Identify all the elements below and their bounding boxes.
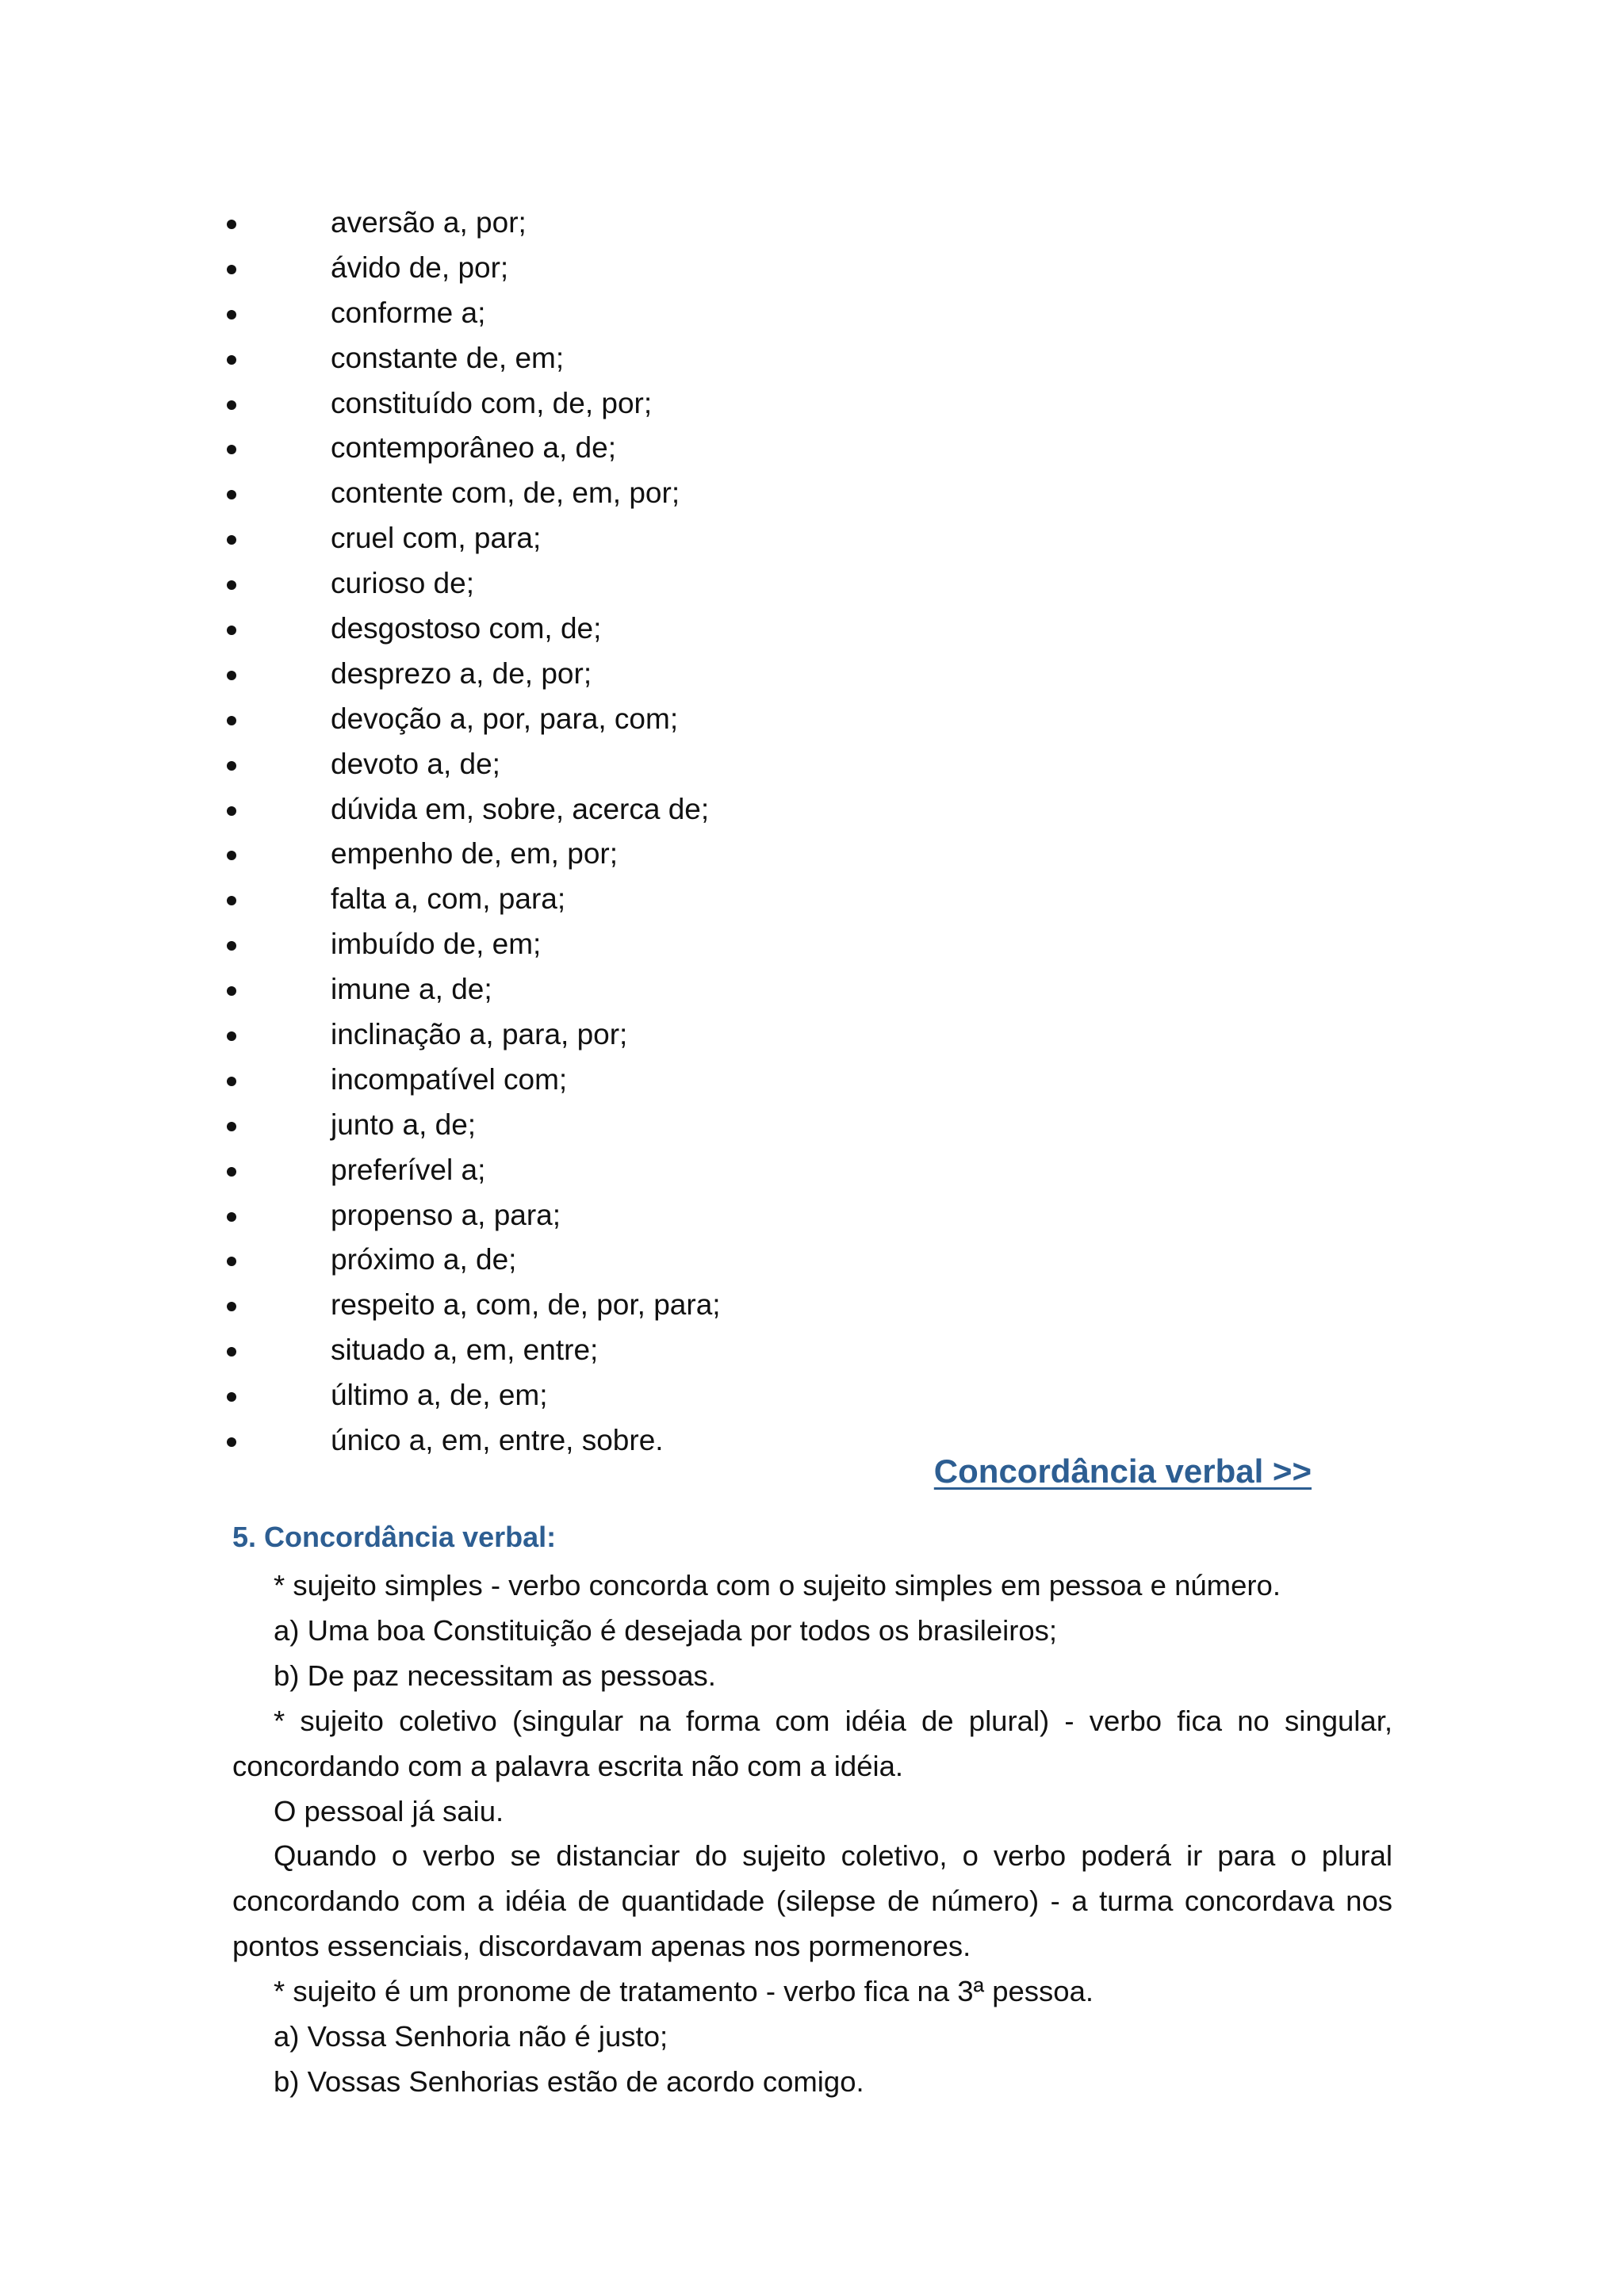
list-item-text: desprezo a, de, por; <box>331 656 592 690</box>
list-item-text: devoção a, por, para, com; <box>331 702 679 735</box>
next-section-link[interactable]: Concordância verbal >> <box>933 1452 1312 1490</box>
list-item-text: respeito a, com, de, por, para; <box>331 1288 721 1322</box>
list-item-text: único a, em, entre, sobre. <box>331 1424 664 1457</box>
section-heading: 5. Concordância verbal: <box>232 1521 557 1553</box>
bullet-icon <box>227 490 236 499</box>
bullet-icon <box>227 355 236 365</box>
list-item-text: constituído com, de, por; <box>331 386 653 419</box>
list-item-text: dúvida em, sobre, acerca de; <box>331 792 710 825</box>
list-item-text: propenso a, para; <box>331 1198 561 1231</box>
paragraph: Quando o verbo se distanciar do sujeito coletivo, o verbo poderá ir para o plural concordando com a idéia de quantidade (silepse de número) - a turma concordava nos pontos essenciais, discordavam apenas nos pormenores. <box>232 1839 1392 1963</box>
paragraph: * sujeito simples - verbo concorda com o sujeito simples em pessoa e número. <box>274 1569 1281 1601</box>
paragraph: b) De paz necessitam as pessoas. <box>274 1659 716 1692</box>
list-item-text: situado a, em, entre; <box>331 1334 599 1367</box>
bullet-icon <box>227 671 236 680</box>
bullet-icon <box>227 1031 236 1041</box>
list-item-text: ávido de, por; <box>331 251 509 284</box>
bullet-icon <box>227 1257 236 1266</box>
list-item-text: preferível a; <box>331 1153 486 1186</box>
bullet-icon <box>227 265 236 274</box>
bullet-icon <box>227 535 236 545</box>
list-item-text: falta a, com, para; <box>331 882 566 916</box>
bullet-icon <box>227 1167 236 1177</box>
bullet-icon <box>227 220 236 229</box>
list-item-text: curioso de; <box>331 567 474 600</box>
bullet-icon <box>227 310 236 320</box>
bullet-icon <box>227 851 236 860</box>
bullet-icon <box>227 580 236 590</box>
bullet-icon <box>227 896 236 905</box>
list-item-text: cruel com, para; <box>331 522 542 555</box>
bullet-icon <box>227 716 236 725</box>
bullet-icon <box>227 761 236 771</box>
bullet-icon <box>227 1347 236 1357</box>
paragraph: * sujeito coletivo (singular na forma com idéia de plural) - verbo fica no singular, concordando com a palavra escrita não com a idéia. <box>232 1704 1392 1782</box>
list-item-text: junto a, de; <box>331 1108 477 1141</box>
list-item-text: inclinação a, para, por; <box>331 1018 628 1051</box>
paragraph: O pessoal já saiu. <box>274 1794 504 1827</box>
bullet-icon <box>227 626 236 635</box>
bullet-icon <box>227 941 236 951</box>
list-item-text: último a, de, em; <box>331 1379 548 1412</box>
bullet-icon <box>227 1392 236 1402</box>
bullet-icon <box>227 1212 236 1222</box>
bullet-icon <box>227 445 236 454</box>
list-item-text: contente com, de, em, por; <box>331 476 680 510</box>
list-item-text: incompatível com; <box>331 1062 568 1096</box>
list-item-text: desgostoso com, de; <box>331 612 602 645</box>
list-item-text: contemporâneo a, de; <box>331 431 616 465</box>
bullet-icon <box>227 1077 236 1086</box>
section-body <box>232 1563 1392 2105</box>
paragraph: * sujeito é um pronome de tratamento - verbo fica na 3ª pessoa. <box>274 1975 1094 2008</box>
list-item-text: aversão a, por; <box>331 206 527 239</box>
list-item-text: imbuído de, em; <box>331 928 542 961</box>
list-item-text: próximo a, de; <box>331 1243 517 1276</box>
list-item-text: devoto a, de; <box>331 747 500 780</box>
bullet-icon <box>227 806 236 816</box>
list-item-text: imune a, de; <box>331 973 492 1006</box>
paragraph: b) Vossas Senhorias estão de acordo comigo. <box>274 2064 864 2098</box>
bullet-icon <box>227 1122 236 1131</box>
bullet-icon <box>227 1302 236 1311</box>
list-item-text: conforme a; <box>331 296 486 329</box>
paragraph: a) Uma boa Constituição é desejada por todos os brasileiros; <box>274 1613 1058 1647</box>
bullet-icon <box>227 986 236 996</box>
list-item-text: empenho de, em, por; <box>331 837 618 871</box>
list-item-text: constante de, em; <box>331 341 565 374</box>
bullet-icon <box>227 400 236 410</box>
bullet-icon <box>227 1437 236 1447</box>
paragraph: a) Vossa Senhoria não é justo; <box>274 2020 668 2053</box>
